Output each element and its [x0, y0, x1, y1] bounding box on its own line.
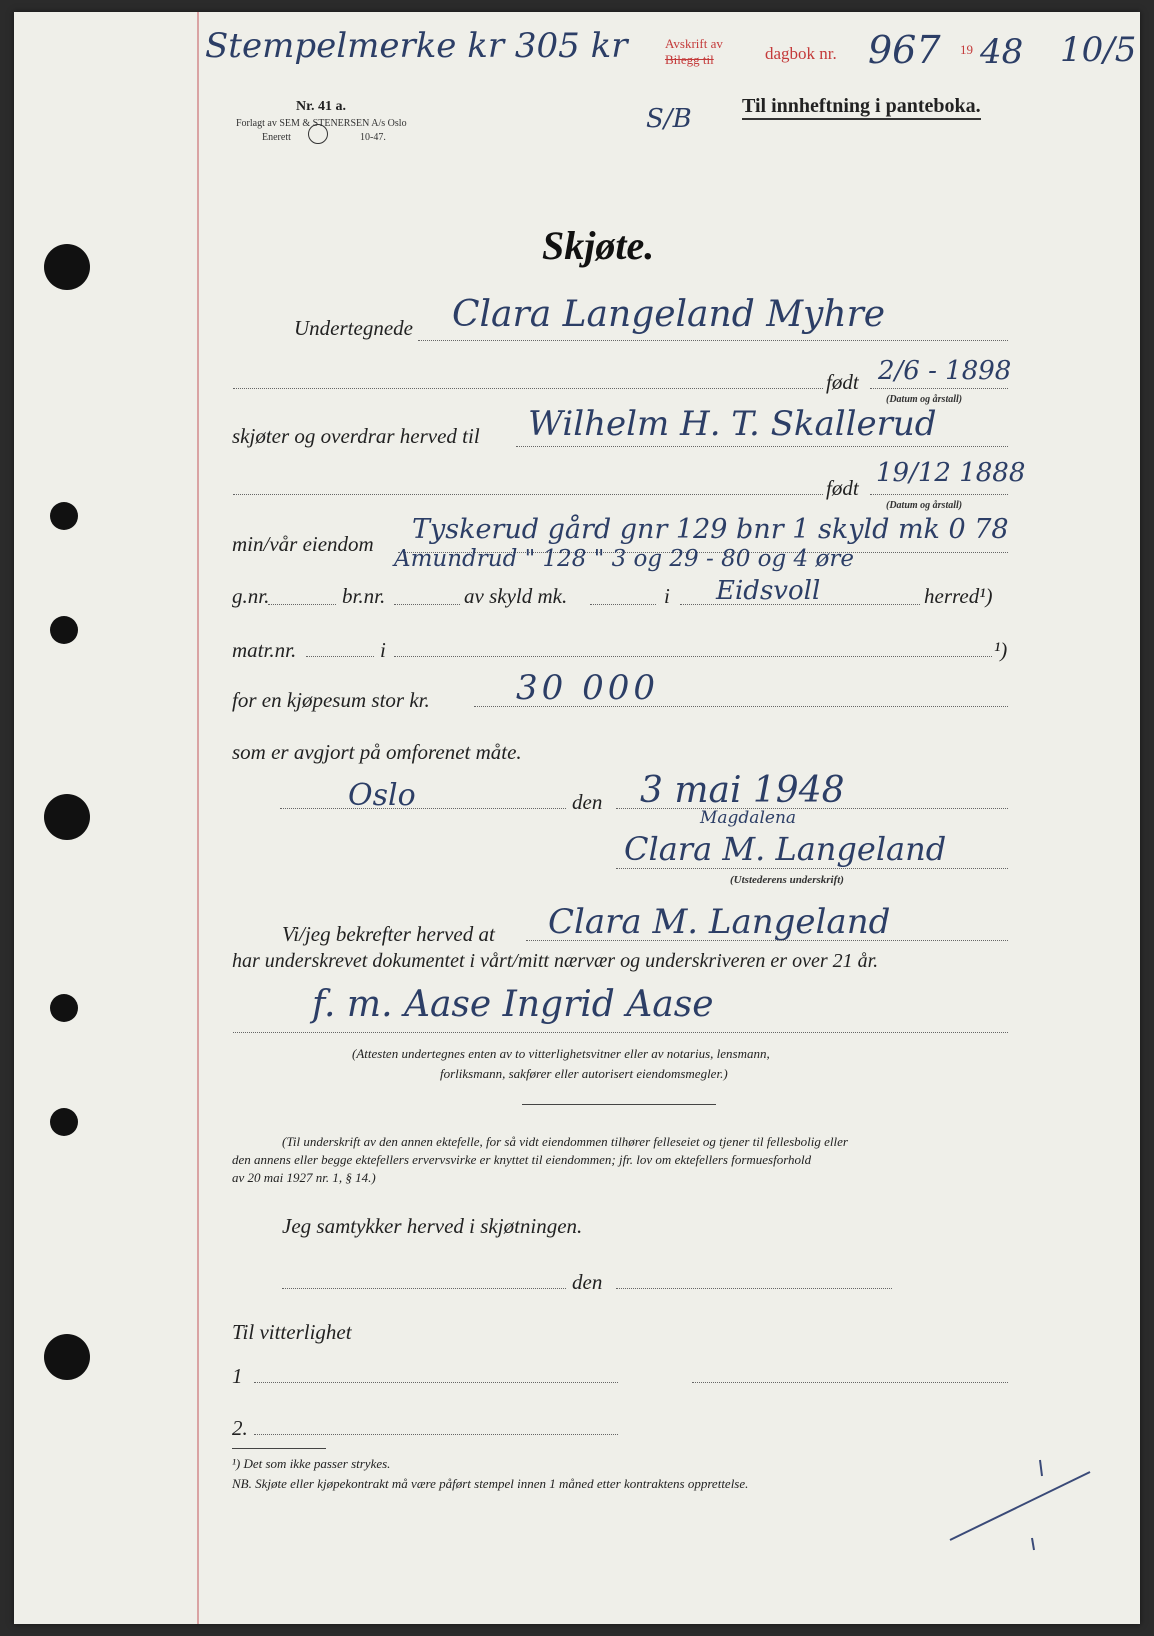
samtykker-text: Jeg samtykker herved i skjøtningen.	[282, 1214, 583, 1238]
signature-insert: Magdalena	[700, 808, 797, 828]
matr-i-label: i	[380, 638, 386, 662]
dotted-line	[616, 1288, 892, 1289]
margin-line	[197, 12, 199, 1624]
datum-note-2: (Datum og årstall)	[886, 500, 963, 511]
punch-hole	[50, 502, 78, 530]
witness-2-label: 2.	[232, 1416, 248, 1440]
signature-value: Clara M. Langeland	[624, 830, 947, 868]
dotted-line	[268, 604, 336, 605]
publisher-logo	[308, 124, 328, 144]
witness-1-label: 1	[232, 1364, 243, 1388]
kjopesum-label: for en kjøpesum stor kr.	[232, 688, 430, 712]
eiendom-label: min/vår eiendom	[232, 532, 374, 556]
fodt-1-value: 2/6 - 1898	[878, 356, 1012, 386]
ektefelle-note-3: av 20 mai 1927 nr. 1, § 14.)	[232, 1170, 376, 1185]
skjoter-label: skjøter og overdrar herved til	[232, 424, 480, 448]
date-value: 3 mai 1948	[640, 770, 845, 811]
dotted-line	[306, 656, 374, 657]
punch-hole	[50, 994, 78, 1022]
i-label: i	[664, 584, 670, 608]
footnote-rule	[232, 1448, 326, 1449]
den-label: den	[572, 790, 603, 814]
fodt-1-label: født	[826, 370, 859, 394]
skjoter-value: Wilhelm H. T. Skallerud	[528, 404, 937, 444]
punch-hole	[50, 1108, 78, 1136]
skyld-label: av skyld mk.	[464, 584, 568, 608]
attest-note-1: (Attesten undertegnes enten av to vitterlighetsvitner eller av notarius, lensmann,	[352, 1046, 770, 1061]
dotted-line	[590, 604, 656, 605]
fodt-2-value: 19/12 1888	[876, 458, 1026, 488]
footnote-1: ¹) Det som ikke passer strykes.	[232, 1456, 391, 1471]
bekrefter-value: Clara M. Langeland	[548, 902, 891, 942]
dotted-line	[394, 604, 460, 605]
dagbok-label: dagbok nr.	[765, 44, 837, 63]
stamp-handwritten: Stempelmerke kr 305 kr	[205, 26, 628, 66]
bekrefter-label: Vi/jeg bekrefter herved at	[282, 922, 495, 946]
eiendom-value-2: Amundrud " 128 " 3 og 29 - 80 og 4 øre	[394, 546, 854, 572]
dotted-line	[233, 1032, 1008, 1033]
utsteder-note: (Utstederens underskrift)	[730, 874, 844, 886]
den-2-label: den	[572, 1270, 603, 1294]
datum-note-1: (Datum og årstall)	[886, 394, 963, 405]
undertegnede-value: Clara Langeland Myhre	[452, 294, 886, 335]
dotted-line	[680, 604, 920, 605]
dagbok-number: 967	[868, 28, 941, 72]
punch-hole	[50, 616, 78, 644]
punch-hole	[44, 1334, 90, 1380]
publisher-line-2-right: 10-47.	[360, 132, 386, 143]
underskrevet-text: har underskrevet dokumentet i vårt/mitt nærvær og underskriveren er over 21 år.	[232, 950, 879, 972]
document-title: Skjøte.	[542, 223, 655, 268]
heading-right: Til innheftning i panteboka.	[742, 95, 981, 120]
avgjort-text: som er avgjort på omforenet måte.	[232, 740, 522, 764]
dotted-line	[516, 446, 1008, 447]
gnr-label: g.nr.	[232, 584, 270, 608]
fodt-2-label: født	[826, 476, 859, 500]
kjopesum-value: 30 000	[516, 668, 659, 708]
eiendom-value-1: Tyskerud gård gnr 129 bnr 1 skyld mk 0 78	[412, 514, 1009, 545]
ektefelle-note-1: (Til underskrift av den annen ektefelle, for så vidt eiendommen tilhører felleseiet og tjener til fellesbolig eller	[282, 1134, 848, 1149]
dotted-line	[394, 656, 992, 657]
dotted-line	[870, 494, 1008, 495]
dotted-line	[616, 868, 1008, 869]
punch-hole	[44, 794, 90, 840]
vitterlighet-label: Til vitterlighet	[232, 1320, 352, 1344]
form-number: Nr. 41 a.	[296, 99, 347, 114]
undertegnede-label: Undertegnede	[294, 316, 413, 340]
pencil-mark	[940, 1450, 1110, 1560]
brnr-label: br.nr.	[342, 584, 386, 608]
matr-end: ¹)	[994, 638, 1008, 662]
witness-2-line	[254, 1434, 618, 1435]
stamp-line-1: Avskrift av	[665, 36, 723, 51]
dagbok-year: 48	[980, 32, 1024, 72]
dagbok-date: 10/5	[1060, 30, 1137, 70]
herred-value: Eidsvoll	[716, 576, 821, 606]
dotted-line	[418, 340, 1008, 341]
dotted-line	[280, 808, 566, 809]
footnote-2: NB. Skjøte eller kjøpekontrakt må være påført stempel innen 1 måned etter kontraktens opprettelse.	[232, 1476, 749, 1491]
dotted-line	[282, 1288, 566, 1289]
place-value: Oslo	[348, 778, 416, 813]
witness-value: f. m. Aase Ingrid Aase	[312, 984, 714, 1025]
separator-line	[522, 1104, 716, 1105]
dotted-line	[870, 388, 1008, 389]
dotted-line	[616, 808, 1008, 809]
publisher-line-2-left: Enerett	[262, 132, 291, 143]
dotted-line	[233, 494, 823, 495]
ektefelle-note-2: den annens eller begge ektefellers ervervsvirke er knyttet til eiendommen; jfr. lov om ektefellers formuesforhold	[232, 1152, 812, 1167]
dagbok-year-prefix: 19	[960, 42, 973, 57]
publisher-line-1: Forlagt av SEM & STENERSEN A/s Oslo	[236, 118, 407, 129]
matr-label: matr.nr.	[232, 638, 297, 662]
punch-hole	[44, 244, 90, 290]
dotted-line	[526, 940, 1008, 941]
dotted-line	[233, 388, 823, 389]
stamp-line-2: Bilegg til	[665, 52, 714, 67]
witness-1-line-right	[692, 1382, 1008, 1383]
dotted-line	[474, 706, 1008, 707]
herred-label: herred¹)	[924, 584, 993, 608]
initials: S/B	[646, 104, 692, 134]
witness-1-line	[254, 1382, 618, 1383]
attest-note-2: forliksmann, sakfører eller autorisert eiendomsmegler.)	[440, 1066, 728, 1081]
